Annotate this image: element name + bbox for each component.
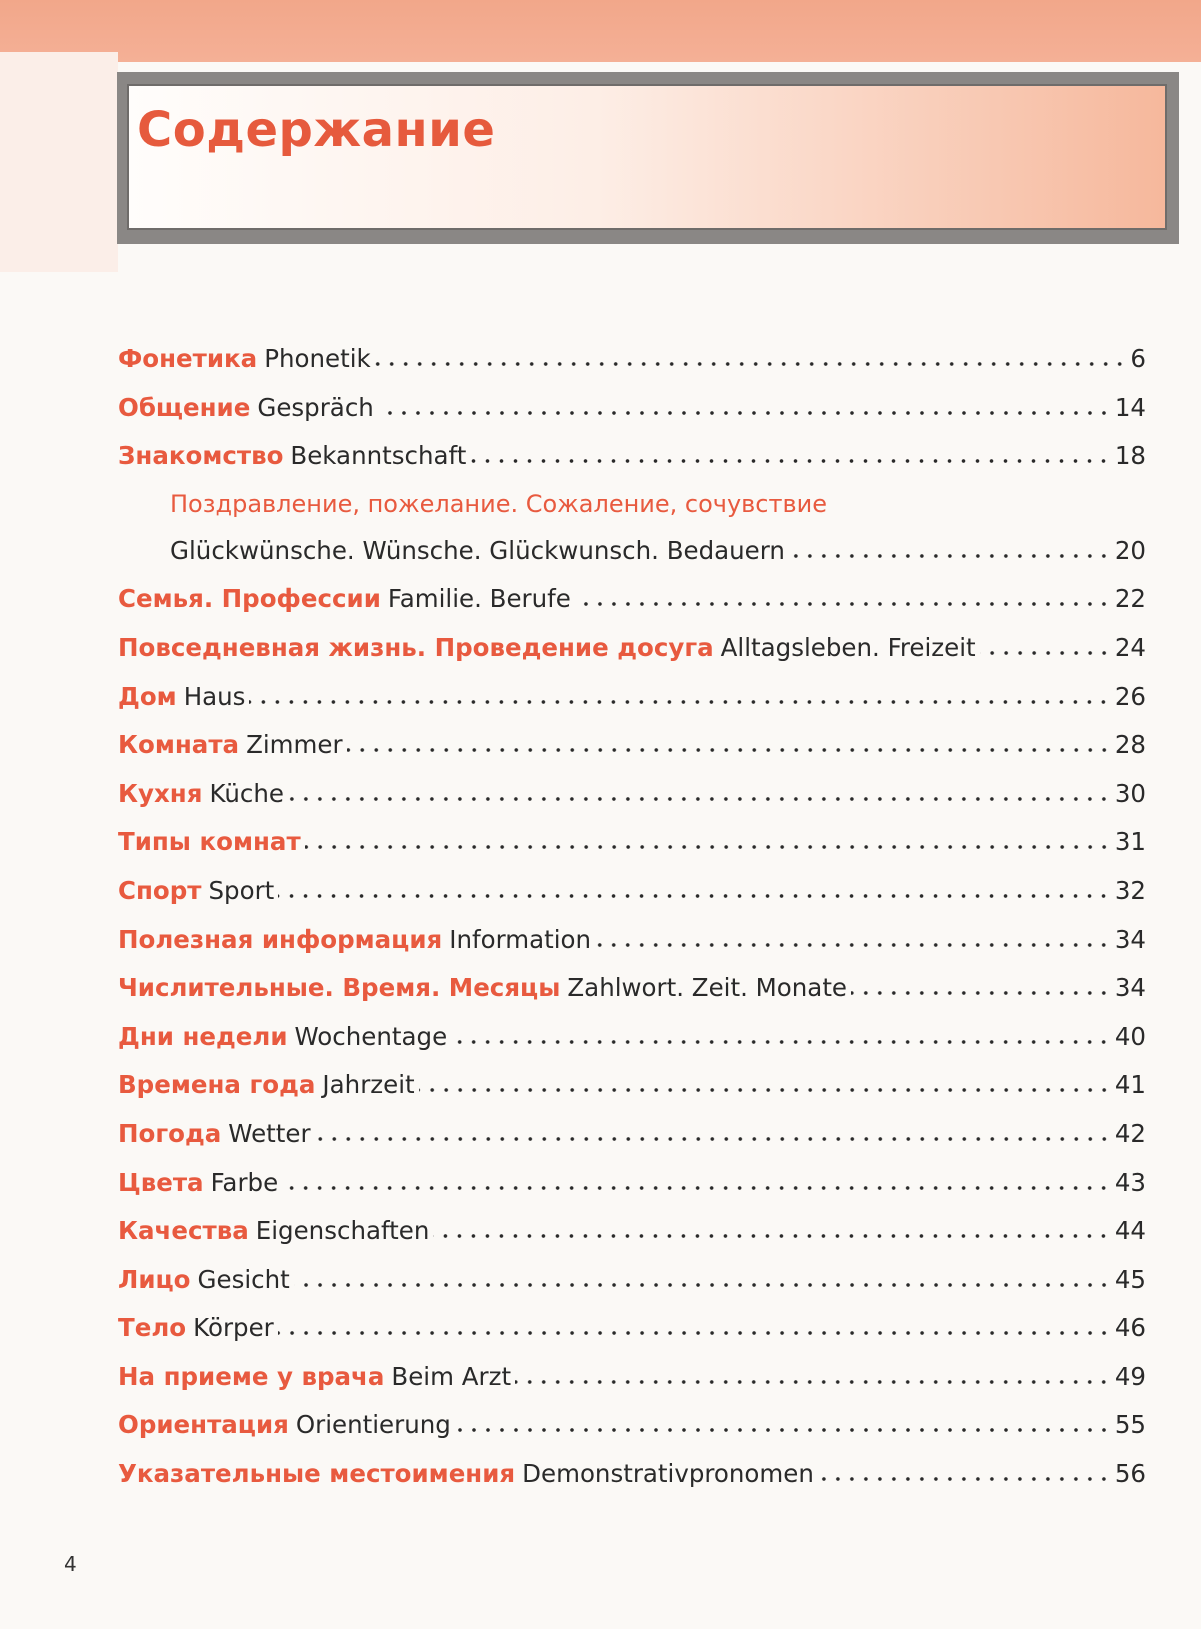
toc-entry-de: Orientierung	[295, 1410, 451, 1440]
toc-entry-de: Wetter	[228, 1118, 311, 1148]
toc-entry-de: Gespräch	[257, 392, 374, 422]
toc-entry-ru: На приеме у врача	[118, 1361, 385, 1391]
dot-leader	[789, 554, 1111, 558]
title-box	[117, 72, 1179, 244]
toc-entry-ru: Комната	[118, 730, 240, 760]
toc-entry-ru: Цвета	[118, 1167, 204, 1197]
dot-leader	[305, 845, 1111, 849]
toc-entry[interactable]	[118, 344, 1146, 393]
toc-entry-de: Demonstrativpronomen	[522, 1459, 814, 1489]
toc-entry-page: 31	[1114, 827, 1146, 857]
toc-entry-ru: Знакомство	[118, 441, 284, 471]
toc-entry-page: 56	[1114, 1459, 1146, 1489]
toc-entry-ru: Времена года	[118, 1070, 316, 1100]
dot-leader	[288, 797, 1111, 801]
toc-subentry-ru	[118, 490, 1146, 536]
toc-entry-page: 24	[1114, 632, 1146, 662]
toc-entry-de: Körper	[193, 1313, 274, 1343]
dot-leader	[375, 362, 1127, 366]
toc-subentry[interactable]	[118, 536, 1146, 585]
dot-leader	[249, 700, 1110, 704]
toc-entry[interactable]	[118, 1022, 1146, 1071]
toc-entry[interactable]	[118, 827, 1146, 876]
toc-entry-de: Phonetik	[264, 344, 371, 373]
toc-entry-de: Farbe	[210, 1167, 279, 1197]
toc-entry[interactable]	[118, 1362, 1146, 1411]
dot-leader	[419, 1088, 1111, 1092]
toc-entry[interactable]	[118, 1459, 1146, 1508]
dot-leader	[315, 1137, 1111, 1141]
left-margin-tab	[0, 52, 118, 272]
toc-entry-page: 22	[1114, 584, 1146, 614]
toc-entry[interactable]	[118, 925, 1146, 974]
toc-entry-ru: Полезная информация	[118, 924, 443, 954]
toc-subentry-ru-text: Поздравление, пожелание. Сожаление, сочувствие	[170, 489, 827, 518]
toc-entry[interactable]	[118, 393, 1146, 442]
toc-entry[interactable]	[118, 1070, 1146, 1119]
toc-entry-de: Zahlwort. Zeit. Monate	[567, 973, 847, 1003]
toc-entry-ru: Семья. Профессии	[118, 584, 381, 614]
dot-leader	[294, 1283, 1111, 1287]
dot-leader	[595, 943, 1111, 947]
toc-entry[interactable]	[118, 682, 1146, 731]
toc-entry-de: Sport	[208, 875, 275, 905]
dot-leader	[980, 651, 1111, 655]
dot-leader	[818, 1477, 1111, 1481]
toc-entry[interactable]	[118, 1410, 1146, 1459]
toc-entry-page: 46	[1114, 1313, 1146, 1343]
toc-entry-page: 55	[1114, 1410, 1146, 1440]
dot-leader	[278, 894, 1111, 898]
toc-entry-page: 28	[1114, 730, 1146, 760]
toc-entry-page: 18	[1114, 441, 1146, 471]
toc-entry-page: 44	[1114, 1216, 1146, 1246]
toc-entry[interactable]	[118, 441, 1146, 490]
page-number: 4	[64, 1552, 77, 1576]
toc-entry-de: Jahrzeit	[322, 1070, 415, 1100]
toc-entry-de: Wochentage	[294, 1021, 448, 1051]
toc-entry-ru: Типы комнат	[118, 827, 301, 857]
toc-entry-de: Haus	[183, 681, 246, 711]
dot-leader	[378, 411, 1111, 415]
toc-entry-de: Küche	[209, 778, 284, 808]
toc-entry-ru: Погода	[118, 1118, 222, 1148]
toc-entry-page: 49	[1114, 1361, 1146, 1391]
toc-entry-page: 32	[1114, 875, 1146, 905]
title-box-inner	[127, 84, 1167, 230]
toc-entry-page: 40	[1114, 1021, 1146, 1051]
page-title: Содержание	[137, 102, 496, 158]
toc-entry-de: Bekanntschaft	[290, 441, 467, 471]
toc-entry-ru: Повседневная жизнь. Проведение досуга	[118, 632, 714, 662]
toc-entry[interactable]	[118, 1265, 1146, 1314]
toc-entry-de: Gesicht	[197, 1264, 290, 1294]
toc-entry-ru: Ориентация	[118, 1410, 289, 1440]
dot-leader	[470, 459, 1111, 463]
toc-entry-page: 30	[1114, 778, 1146, 808]
toc-entry-de: Information	[449, 924, 592, 954]
toc-entry-ru: Дни недели	[118, 1021, 288, 1051]
toc-entry[interactable]	[118, 1168, 1146, 1217]
dot-leader	[282, 1186, 1111, 1190]
toc-entry-de: Zimmer	[246, 730, 343, 760]
toc-entry-page: 45	[1114, 1264, 1146, 1294]
top-color-band	[0, 0, 1201, 62]
dot-leader	[575, 602, 1111, 606]
toc-entry-de: Familie. Berufe	[387, 584, 571, 614]
toc-entry-page: 42	[1114, 1118, 1146, 1148]
toc-entry-ru: Лицо	[118, 1264, 191, 1294]
dot-leader	[851, 991, 1111, 995]
toc-entry-page: 14	[1114, 392, 1146, 422]
dot-leader	[451, 1040, 1111, 1044]
toc-entry-page: 20	[1114, 535, 1146, 565]
toc-entry-de: Beim Arzt	[391, 1361, 512, 1391]
toc-entry-de: Alltagsleben. Freizeit	[720, 632, 976, 662]
toc-entry-page: 41	[1114, 1070, 1146, 1100]
toc-entry-ru: Качества	[118, 1216, 249, 1246]
toc-entry-ru: Дом	[118, 681, 177, 711]
toc-entry-ru: Спорт	[118, 875, 202, 905]
dot-leader	[433, 1234, 1110, 1238]
table-of-contents	[118, 344, 1146, 1508]
toc-entry-ru: Указательные местоимения	[118, 1459, 516, 1489]
dot-leader	[347, 748, 1111, 752]
toc-entry-ru: Кухня	[118, 778, 203, 808]
toc-entry[interactable]	[118, 779, 1146, 828]
toc-entry-page: 43	[1114, 1167, 1146, 1197]
toc-entry[interactable]	[118, 1313, 1146, 1362]
toc-entry-page: 34	[1114, 973, 1146, 1003]
toc-entry[interactable]	[118, 633, 1146, 682]
toc-subentry-de: Glückwünsche. Wünsche. Glückwunsch. Bedauern	[170, 535, 785, 565]
dot-leader	[515, 1380, 1111, 1384]
toc-entry-ru: Общение	[118, 392, 251, 422]
toc-entry[interactable]	[118, 730, 1146, 779]
toc-entry[interactable]	[118, 1216, 1146, 1265]
toc-entry[interactable]	[118, 973, 1146, 1022]
toc-entry[interactable]	[118, 1119, 1146, 1168]
toc-entry[interactable]	[118, 876, 1146, 925]
toc-entry-page: 34	[1114, 924, 1146, 954]
toc-entry-ru: Фонетика	[118, 344, 258, 373]
toc-entry-ru: Числительные. Время. Месяцы	[118, 973, 561, 1003]
toc-entry-page: 6	[1130, 344, 1146, 373]
toc-entry-de: Eigenschaften	[255, 1216, 430, 1246]
dot-leader	[278, 1331, 1111, 1335]
toc-entry-page: 26	[1114, 681, 1146, 711]
toc-entry-ru: Тело	[118, 1313, 187, 1343]
toc-entry[interactable]	[118, 584, 1146, 633]
dot-leader	[455, 1428, 1111, 1432]
